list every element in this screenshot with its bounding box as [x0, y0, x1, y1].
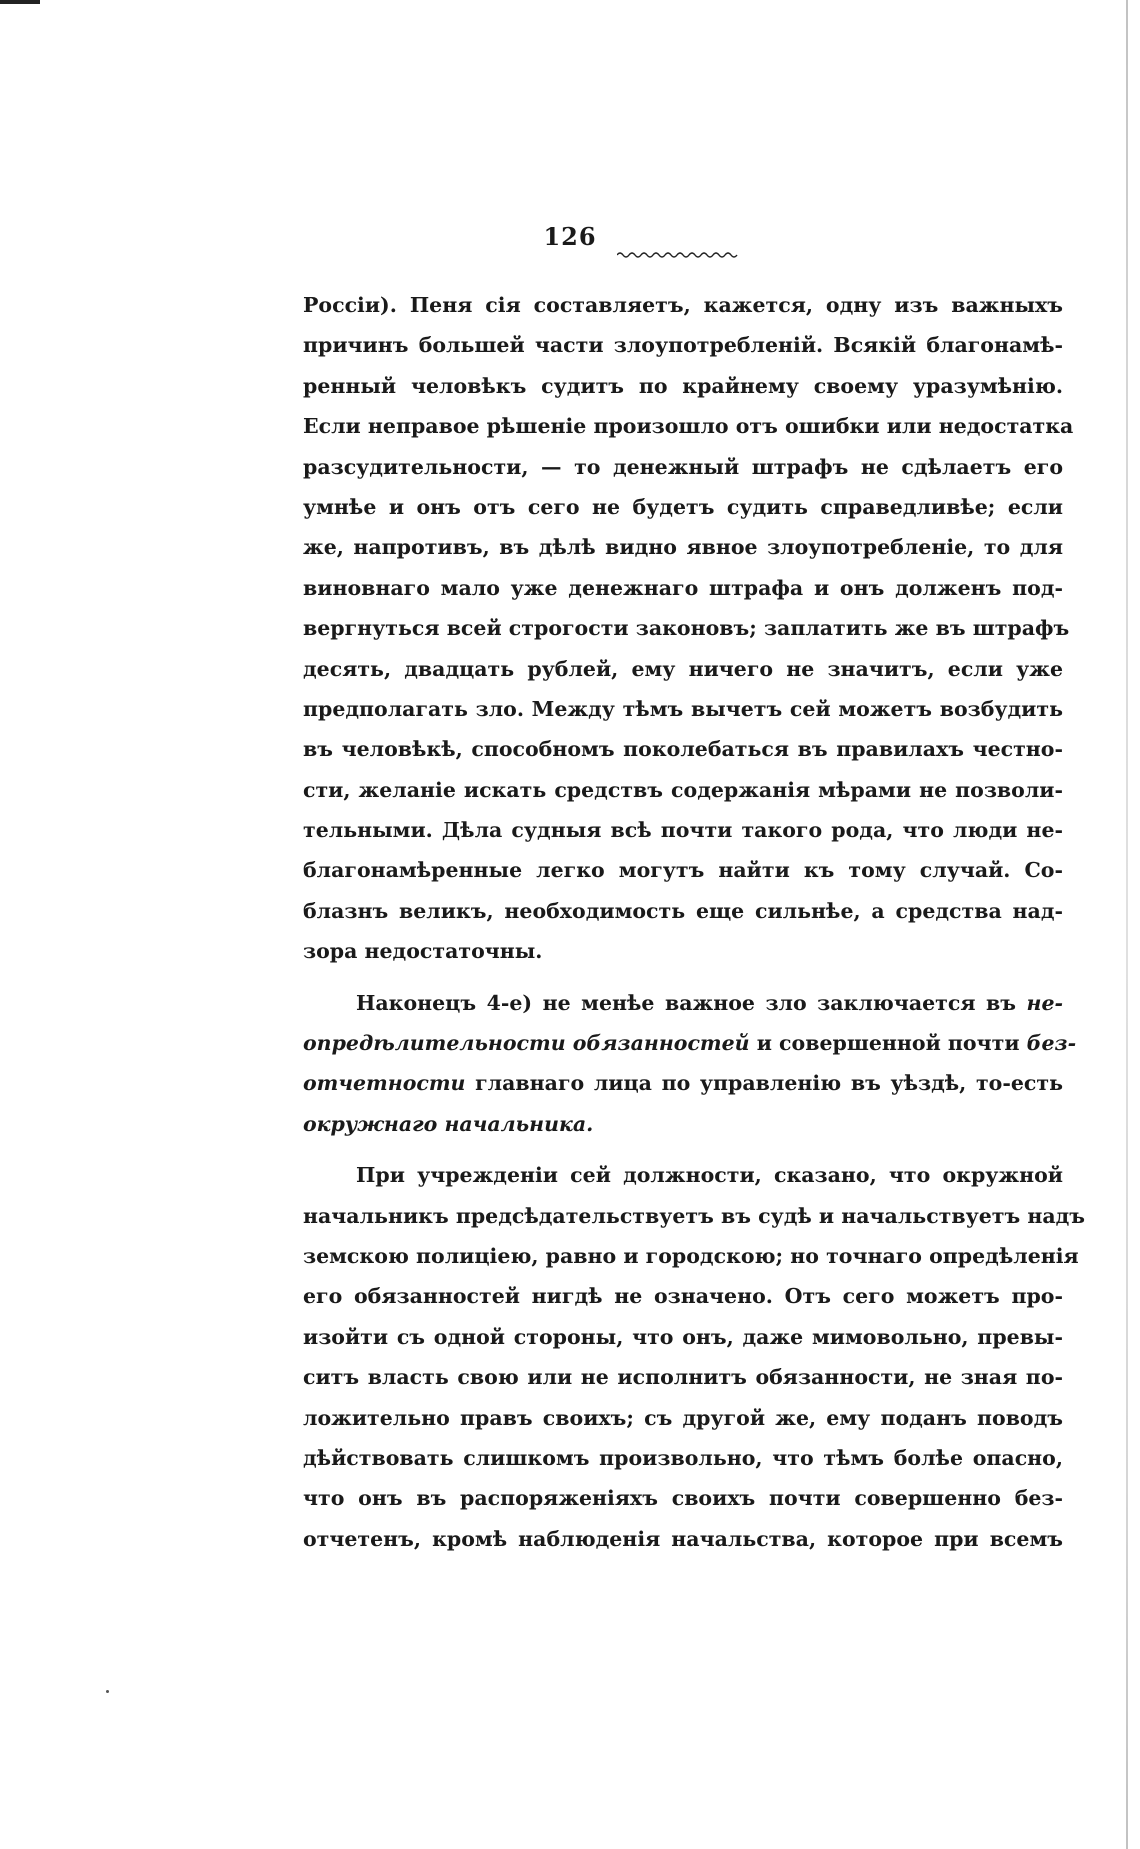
text-line: ренный человѣкъ судитъ по крайнему своему уразумѣнію. — [303, 373, 1063, 398]
text-line: изойти съ одной стороны, что онъ, даже мимовольно, превы- — [303, 1324, 1063, 1349]
page-number-ornament — [617, 249, 741, 259]
text-run: и совершенной почти — [749, 1031, 1027, 1056]
text-line: ложительно правъ своихъ; съ другой же, ему поданъ поводъ — [303, 1405, 1063, 1430]
text-line: зора недостаточны. — [303, 939, 543, 964]
text-line — [303, 1104, 1063, 1144]
text-line: дѣйствовать слишкомъ произвольно, что тѣмъ болѣе опасно, — [303, 1445, 1063, 1470]
text-line — [303, 1063, 1063, 1103]
emphasis-text: без- — [1026, 1031, 1077, 1056]
text-line: начальникъ предсѣдательствуетъ въ судѣ и начальствуетъ надъ — [303, 1203, 1086, 1228]
scan-corner-mark — [0, 0, 40, 4]
text-line — [303, 1023, 1077, 1063]
text-line: сти, желаніе искать средствъ содержанія мѣрами не позволи- — [303, 777, 1063, 802]
text-line: блазнъ великъ, необходимость еще сильнѣе, а средства над- — [303, 898, 1063, 923]
paragraph-gap — [303, 1144, 1063, 1155]
text-line: При учрежденіи сей должности, сказано, что окружной — [356, 1163, 1063, 1188]
text-line: въ человѣкѣ, способномъ поколебаться въ правилахъ честно- — [303, 737, 1063, 762]
text-line: десять, двадцать рублей, ему ничего не значитъ, если уже — [303, 656, 1063, 681]
text-line: вергнуться всей строгости законовъ; заплатить же въ штрафъ — [303, 616, 1070, 641]
text-line: виновнаго мало уже денежнаго штрафа и онъ долженъ под- — [303, 575, 1063, 600]
emphasis-text: отчетности — [303, 1071, 466, 1096]
emphasis-text: окружнаго начальника. — [303, 1111, 594, 1136]
text-line: что онъ въ распоряженіяхъ своихъ почти совершенно без- — [303, 1486, 1063, 1511]
text-line: земскою полиціею, равно и городскою; но точнаго опредѣленія — [303, 1243, 1079, 1268]
text-line: разсудительности, — то денежный штрафъ не сдѣлаетъ его — [303, 454, 1063, 479]
paragraph-gap — [303, 972, 1063, 983]
text-line: Россіи). Пеня сія составляетъ, кажется, одну изъ важныхъ — [303, 293, 1063, 317]
text-line: ситъ власть свою или не исполнитъ обязанности, не зная по- — [303, 1365, 1063, 1390]
text-run: главнаго лица по управленію въ уѣздѣ, то-есть — [465, 1071, 1063, 1096]
text-line: тельными. Дѣла судныя всѣ почти такого рода, что люди не- — [303, 818, 1063, 843]
body-text — [303, 285, 1086, 1559]
text-line: причинъ большей части злоупотребленій. Всякій благонамѣ- — [303, 333, 1063, 358]
scan-page-edge — [1126, 0, 1128, 1849]
text-line: предполагать зло. Между тѣмъ вычетъ сей можетъ возбудить — [303, 696, 1063, 721]
page-number: 126 — [543, 222, 597, 251]
text-run: Наконецъ 4-е) не менѣе важное зло заключается въ — [356, 990, 1027, 1015]
text-line: же, напротивъ, въ дѣлѣ видно явное злоупотребленіе, то для — [303, 535, 1063, 560]
text-line: умнѣе и онъ отъ сего не будетъ судить справедливѣе; если — [303, 494, 1063, 519]
text-line — [303, 983, 1063, 1023]
paragraph-2 — [303, 983, 1077, 1145]
paragraph-1 — [303, 285, 1074, 972]
paragraph-3 — [303, 1155, 1086, 1559]
text-line: его обязанностей нигдѣ не означено. Отъ сего можетъ про- — [303, 1284, 1063, 1309]
text-line: Если неправое рѣшеніе произошло отъ ошибки или недостатка — [303, 414, 1074, 439]
emphasis-text: опредѣлительности обязанностей — [303, 1031, 750, 1056]
scan-speck — [106, 1690, 109, 1693]
text-line: благонамѣренные легко могутъ найти къ тому случай. Со- — [303, 858, 1063, 883]
text-line: отчетенъ, кромѣ наблюденія начальства, которое при всемъ — [303, 1526, 1063, 1551]
emphasis-text: не- — [1026, 990, 1063, 1015]
